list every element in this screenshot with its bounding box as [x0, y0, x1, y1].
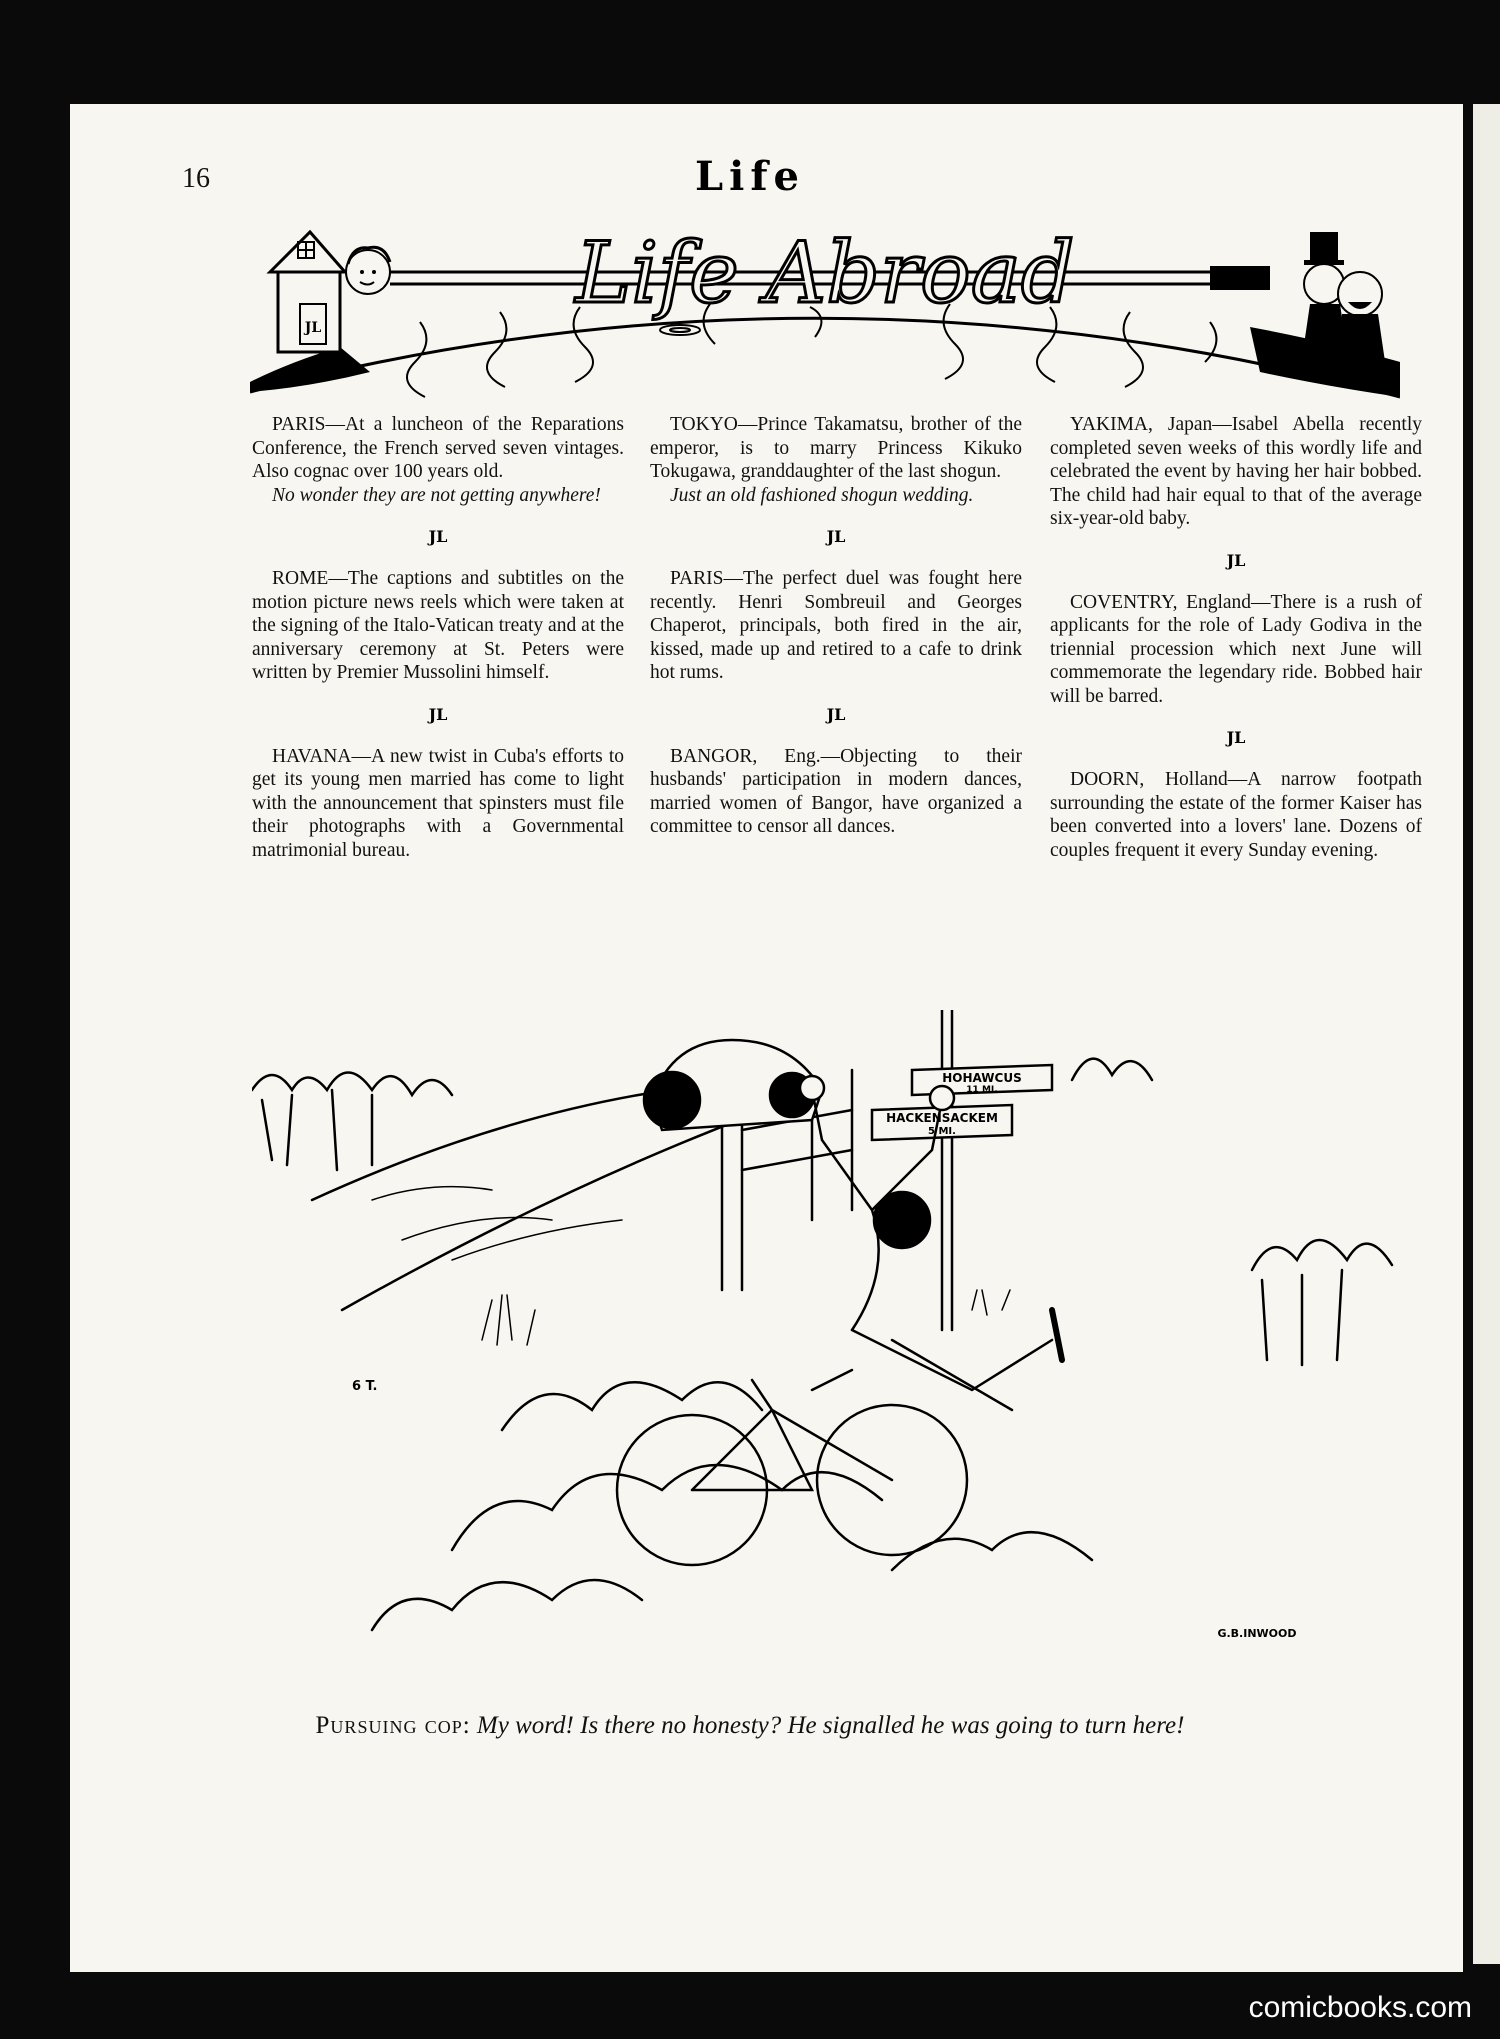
news-quip: Just an old fashioned shogun wedding.	[670, 484, 974, 506]
news-text: ROME—The captions and subtitles on the motion picture news reels which were taken at the signing of the Italo-Vatican treaty and at the anniversary ceremony at St. Peters were written by Premier Mussolini himself.	[252, 568, 624, 683]
cartoon-illustration	[252, 1010, 1412, 1690]
section-divider: JL	[826, 704, 846, 724]
sign-upper: HOHAWCUS	[942, 1071, 1022, 1085]
sign-lower: HACKENSACKEM	[886, 1111, 998, 1125]
gentlemen-figures-icon	[1300, 232, 1388, 382]
news-text: PARIS—The perfect duel was fought here recently. Henri Sombreuil and Georges Chaperot, principals, both fired in the air, kissed, made up and retired to a cafe to drink hot rums.	[650, 568, 1022, 683]
news-text: HAVANA—A new twist in Cuba's efforts to get its young men married has come to light with the announcement that spinsters must file their photographs with a Governmental matrimonial bureau.	[252, 745, 624, 861]
caption-line: My word! Is there no honesty? He signalled he was going to turn here!	[476, 1712, 1185, 1739]
news-item	[1050, 591, 1422, 709]
news-text: BANGOR, Eng.—Objecting to their husbands' participation in modern dances, married women of Bangor, have organized a committee to censor all dances.	[650, 745, 1022, 837]
cartoon-caption	[0, 1712, 1500, 1740]
section-banner	[250, 212, 1400, 402]
column-3	[1050, 413, 1422, 862]
news-item	[650, 413, 1022, 507]
adjacent-page-edge	[1463, 104, 1500, 1964]
news-item	[1050, 768, 1422, 862]
column-1	[252, 413, 624, 862]
page-number: 16	[182, 163, 210, 194]
section-divider: JL	[1226, 550, 1246, 570]
news-item	[1050, 413, 1422, 531]
section-divider: JL	[428, 527, 448, 546]
caption-speaker: Pursuing cop:	[315, 1712, 471, 1739]
news-item	[650, 567, 1022, 685]
site-watermark: comicbooks.com	[1248, 1991, 1472, 2024]
section-divider: JL	[1226, 728, 1246, 747]
house-sign: JL	[304, 320, 322, 336]
news-item	[252, 745, 624, 863]
house-icon	[270, 232, 345, 352]
cherub-icon	[346, 247, 390, 294]
sign-lower-distance: 5 MI.	[928, 1126, 956, 1137]
ground-mark: 6 T.	[352, 1379, 378, 1394]
artist-signature: G.B.INWOOD	[1217, 1627, 1297, 1640]
section-divider: JL	[428, 704, 448, 724]
sign-upper-distance: 11 MI.	[966, 1085, 998, 1095]
news-text: COVENTRY, England—There is a rush of applicants for the role of Lady Godiva in the triennial procession which next June will commemorate the legendary ride. Bobbed hair will be barred.	[1050, 591, 1422, 707]
column-2	[650, 413, 1022, 839]
news-item	[650, 745, 1022, 839]
news-text: PARIS—At a luncheon of the Reparations Conference, the French served seven vintages. Also cognac over 100 years old.	[252, 414, 624, 482]
masthead: Life	[695, 153, 805, 200]
news-item	[252, 567, 624, 685]
section-title: Life Abroad	[575, 224, 1075, 322]
news-text: DOORN, Holland—A narrow footpath surrounding the estate of the former Kaiser has been converted into a lovers' lane. Dozens of couples frequent it every Sunday evening.	[1050, 769, 1422, 861]
news-item	[252, 413, 624, 507]
news-quip: No wonder they are not getting anywhere!	[272, 484, 601, 506]
section-divider: JL	[826, 527, 846, 546]
news-text: TOKYO—Prince Takamatsu, brother of the emperor, is to marry Princess Kikuko Tokugawa, granddaughter of the last shogun.	[650, 414, 1022, 482]
news-text: YAKIMA, Japan—Isabel Abella recently completed seven weeks of this wordly life and celebrated the event by having her hair bobbed. The child had hair equal to that of the average six-year-old baby.	[1050, 414, 1422, 529]
